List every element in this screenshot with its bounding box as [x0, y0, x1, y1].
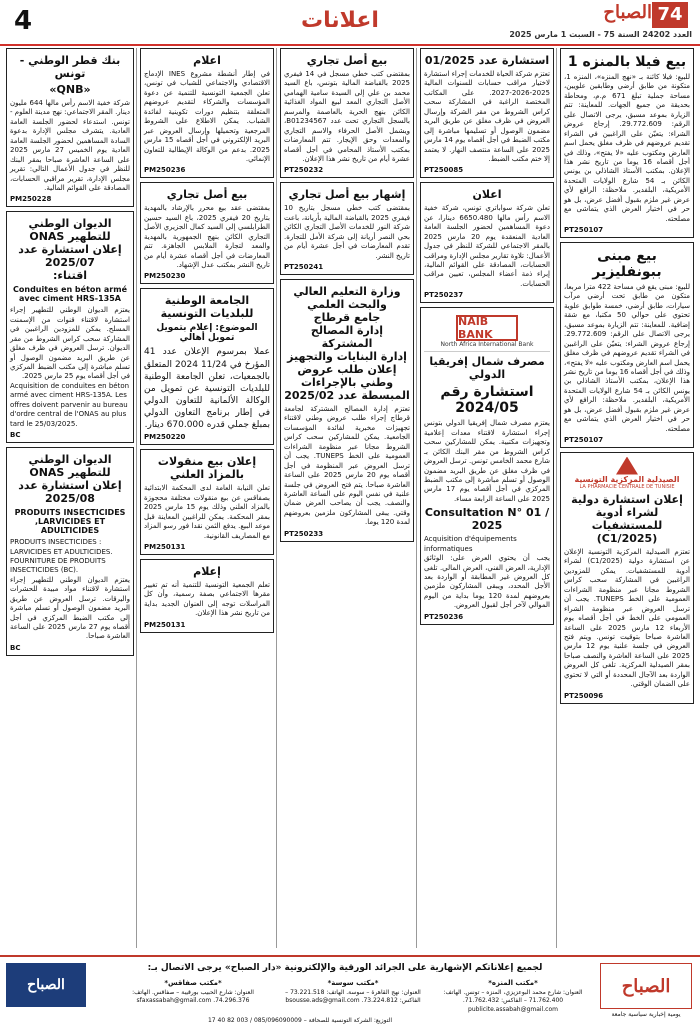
ad-body: بمقتضى كتب خطي مسجل بتاريخ 10 فيفري 2025 بالقباضة المالية بأريانة، باعت شركة النور للخدمات الأصل التجاري الكائن بحي النصر أريانة إلى شركة الأمل للتجارة. تقدم المعارضات في أجل عشرة أيام من تاريخ النشر.: [284, 204, 410, 260]
office-title: *مكتب صفاقس*: [164, 979, 222, 987]
ad-title: إعلان استشارة دولية لشراء أدوية للمستشفيات (2025/C1): [571, 493, 683, 545]
office-title: *مكتب سوسة*: [327, 979, 379, 987]
ad-ref: PT250233: [284, 529, 324, 538]
pharmacy-name: الصيدلية المركزية التونسية: [574, 474, 680, 484]
ad-ref: PT250236: [424, 612, 464, 621]
ad-body-2: يجب أن يحتوي العرض على: الوثائق الإدارية، العرض الفني، العرض المالي. تلغى كل العروض غير المطابقة أو الواردة بعد الأجل المحدد، ويبقى المشاركون ملزمين بعروضهم لمدة 120 يوما بداية من اليوم الموالي لآخر أجل لقبول العروض.: [424, 554, 550, 610]
ad-notice: [140, 559, 274, 633]
ad-body: تعتزم شركة الحياة للخدمات إجراء استشارة لاختيار مراقب حسابات للسنوات المالية 2025-2026-2027. على المكاتب المختصة الراغبة في المشاركة سحب كراس الشروط من مقر الشركة وإرسال العروض في ظرف مغلق عن طريق البريد مضمون الوصول أو تسليمها مباشرة إلى مكتب الضبط في أجل أقصاه يوم 14 مارس 2025 على الساعة منتصف النهار. لا يعتمد إلا ختم مكتب الضبط.: [424, 70, 550, 163]
column-divider: [136, 48, 137, 948]
office-body: العنوان: شارع محمد البوعزيزي، المنزه – تونس. الهاتف: 71.762.400 – الفاكس: 71.762.432. publicite.assabah@gmail.com: [443, 988, 583, 1013]
ad-body: تعلن النيابة العامة لدى المحكمة الابتدائية بصفاقس عن بيع منقولات مختلفة محجوزة بالمزاد العلني وذلك يوم 15 مارس 2025 بمقر المحكمة. يمكن للراغبين المعاينة قبل موعد البيع. يدفع الثمن نقدا فور رسو المزاد مع المصاريف القانونية.: [144, 484, 270, 540]
ad-ines-project: [140, 48, 274, 178]
ad-subtitle: PRODUITS INSECTICIDES ,LARVICIDES ET ADULTICIDES: [14, 508, 126, 536]
ad-subtitle: «QNB»: [49, 83, 91, 96]
ad-ref: PT250241: [284, 263, 324, 271]
footer-tagline: يومية إخبارية سياسية جامعة: [611, 1011, 681, 1018]
ad-ref: PM250220: [144, 433, 186, 442]
page-header: [0, 0, 700, 46]
ad-title: وزارة التعليم العالي والبحث العلمي جامع قرطاج إدارة المصالح المشتركة إدارة البنايات والتجهيز إعلان طلب عروض وطني بالإجراءات المبسطة عدد 2025/02: [284, 285, 410, 402]
ad-ref: PT250232: [284, 166, 324, 175]
ad-title: اعلان: [472, 188, 502, 202]
ad-body: للبيع: مبنى يقع في مساحة 422 مترا مربعا، متكون من طابق تحت أرضي مرآب سيارات، طابق أرضي، خمسة طوابق علوية تحتوي على حوالي 50 مكتبا، مع شقة إضافية. للمعاينة: تتم الزيارة بموعد مسبق، يرجى الاتصال على الرقم: 29.772.609. إرجاع عروض الشراء: يتعيّن على الراغبين في الشراء تقديم عروضهم في ظرف مغلق يحمل اسم العارض ومكتوب عليه «لا يفتح»، وذلك في أجل أقصاه 16 يوما من تاريخ نشر هذا الإعلان، بمكتب الأستاذ الشاذلي بن يونس الكائن بـ 54 شارع الولايات المتحدة الأمريكية، البلفدير. ملاحظة: الرافع لأي عرض غير ملزم بقبول أفضل عرض، بل هو حر في اختيار العرض الذي يتماشى مع مصلحته.: [564, 283, 691, 433]
office-sousse: [278, 979, 428, 1006]
ad-consultation-01: [420, 48, 554, 178]
ad-title: الجامعة الوطنية للبلديات التونسية: [160, 294, 254, 321]
column-5: [6, 48, 134, 948]
ad-municipalities-federation: [140, 288, 274, 445]
ad-title: إشهار بيع أصل تجاري: [288, 188, 406, 202]
ad-title: بنك قطر الوطني - تونس: [19, 54, 121, 80]
ad-ref: PT250096: [564, 691, 604, 700]
ad-title: الديوان الوطني للتطهير ONAS إعلان استشارة عدد 2025/08: [18, 453, 122, 506]
ad-qnb-bank: [6, 48, 134, 207]
page-footer: [0, 955, 700, 1027]
ad-title: استشارة عدد 01/2025: [424, 54, 550, 67]
acquisition-title: Acquisition d'équipements informatiques: [424, 535, 517, 553]
ad-body: عملا بمرسوم الإعلان عدد 41 المؤرخ في 11/24 2024 المتعلق بالجمعيات، تعلن الجامعة الوطنية للبلديات التونسية عن تمويل من الوكالة الألمانية للتعاون الدولي في إطار برنامج التعاون الدولي بمبلغ جملي قدره 670.000 دينار.: [144, 347, 270, 431]
ad-body: يعتزم مصرف شمال إفريقيا الدولي بتونس إجراء استشارة لاقتناء معدات إعلامية وتجهيزات مكتبية. يمكن للمشاركين سحب كراس الشروط من مقر البنك الكائن بـ شارع محمد الخامس تونس. ترسل العروض في ظرف مغلق عن طريق البريد مضمون الوصول أو تسلم مباشرة إلى مكتب الضبط المركزي في أجل أقصاه يوم 17 مارس 2025 على الساعة الرابعة مساء.: [424, 419, 550, 503]
ad-announcement: [420, 182, 554, 303]
ad-naib-bank: [420, 307, 554, 624]
ad-body: تعتزم إدارة المصالح المشتركة لجامعة قرطاج إجراء طلب عروض وطني لاقتناء تجهيزات مخبرية لفائدة المؤسسات الجامعية. يمكن للمشاركين سحب كراس الشروط مجانا عبر منظومة الشراءات العمومية على الخط TUNEPS. يجب أن ترسل العروض عبر المنظومة في أجل أقصاه يوم 20 مارس 2025 على الساعة العاشرة صباحا. يتم فتح العروض في جلسة علنية في نفس اليوم على الساعة العاشرة والنصف. يجب أن يصاحب العرض ضمان وقتي. يبقى المشاركون ملزمين بعروضهم لمدة 120 يوما.: [284, 405, 410, 527]
ad-body: للبيع: فيلا كائنة بـ «نهج المنزه»، المنزه 1، متكونة من طابق أرضي وطابقين علويين، مساحة جملية تبلغ 671 م.م، ومحاطة بحديقة من جميع الجهات. للمعاينة: تتم الزيارة بموعد مسبق، يرجى الاتصال على الرقم: 29.772.609. إرجاع عروض الشراء: يتعيّن على الراغبين في الشراء تقديم عروضهم في ظرف مغلق يحمل اسم العارض ومكتوب عليه «لا يفتح»، وذلك في أجل أقصاه 16 يوما من تاريخ نشر هذا الإعلان. بمكتب الأستاذ الشاذلي بن يونس الكائن بـ 54 شارع الولايات المتحدة الأمريكية، البلفدير. ملاحظة: الرافع لأي عرض غير ملزم بقبول أفضل عرض، بل هو حر في اختيار العرض الذي يتماشى مع مصلحته.: [564, 73, 690, 223]
ad-subtitle: Conduites en béton armé avec ciment HRS-135A: [13, 285, 127, 304]
ad-body: تعلن شركة سواباتري تونس، شركة خفية الاسم رأس مالها 6650.480 دينارا، عن دعوة المساهمين لحضور الجلسة العامة العادية المنعقدة يوم 20 مارس 2025 بالمقر الاجتماعي للشركة للنظر في جدول الأعمال: تلاوة تقارير مجلس الإدارة ومراقب الحسابات، المصادقة على القوائم المالية، إبراء ذمة أعضاء المجلس، تعيين مراقب الحسابات.: [424, 204, 550, 288]
ad-title: اعلام: [193, 54, 221, 67]
logo-text: الصباح: [603, 2, 652, 23]
column-divider: [416, 48, 417, 948]
ad-ref: PM250230: [144, 272, 186, 281]
ad-title: مصرف شمال إفريقيا الدولي: [429, 355, 545, 382]
office-title: *مكتب المنزه*: [488, 979, 538, 987]
ad-university-carthage: [280, 279, 414, 542]
ad-title: بيع فيلا بالمنزه 1: [567, 54, 687, 70]
ad-ref: PM250228: [10, 195, 52, 204]
logo-number: 74: [652, 2, 688, 28]
ad-subtitle: استشارة رقم 2024/05: [440, 384, 534, 417]
newspaper-logo: [572, 2, 692, 28]
ad-pharmacy-consultation: [560, 452, 694, 704]
bank-logo: [424, 311, 550, 352]
ad-body: بمقتضى عقد بيع محرر بالإرشاد بالمهدية بتاريخ 20 فيفري 2025، باع السيد حسين الطرابلسي إلى السيد كمال الجزيري الأصل التجاري الكائن بنهج الجمهورية بالمهدية والمعد لتجارة الملابس الجاهزة. تتم المعارضات في أجل أقصاه عشرة أيام من تاريخ النشر بمكتب عدل الإشهاد.: [144, 204, 270, 269]
ad-body: تعلم الجمعية التونسية للتنمية أنه تم تغيير مقرها الاجتماعي بصفة رسمية، وأن كل المراسلات توجه إلى العنوان الجديد بداية من تاريخ نشر هذا الإعلان.: [144, 581, 270, 618]
ad-body: تعتزم الصيدلية المركزية التونسية الإعلان عن استشارة دولية (2025/C1) لشراء أدوية للمستشفيات. يمكن للمزودين الراغبين في المشاركة سحب كراس الشروط مجانا عبر منظومة الشراءات العمومية على الخط TUNEPS. يجب أن ترسل العروض عبر منظومة الشراء العمومي على الخط في أجل أقصاه يوم الأربعاء 12 مارس 2025 على الساعة العاشرة صباحا بتوقيت تونس. ويتم فتح العروض في جلسة علنية يوم 12 مارس 2025 على الساعة العاشرة والنصف صباحا بمقر الصيدلية المركزية. تلغى كل العروض الواردة بعد الآجال المحددة أو التي لا تحتوي على الضمان الوقتي.: [564, 548, 690, 689]
ad-ref: PT250085: [424, 166, 464, 175]
column-2: [420, 48, 554, 948]
ad-body: في إطار أنشطة مشروع INES الإدماج الاقتصادي والاجتماعي للشباب في تونس، تعلن الجمعية التونسية للتنمية عن دعوة المؤسسات والشركاء لتقديم عروضهم المتعلقة بتنظيم دورات تكوينية لفائدة الشباب. يمكن الاطلاع على الشروط المرجعية وتحميلها وإرسال العروض عبر البريد الإلكتروني في أجل أقصاه 15 مارس 2025. بدعم من الوكالة الإيطالية للتعاون الإنمائي.: [144, 70, 270, 163]
bank-subtitle: North Africa International Bank: [440, 340, 534, 348]
ad-business-sale-2: [280, 182, 414, 275]
section-title: اعلانات: [301, 8, 379, 33]
footer-distribution: التوزيع: الشركة التونسية للصحافة – 085/096090009 / 003 82 40 17: [207, 1017, 393, 1024]
ad-title: إعلام: [193, 565, 221, 579]
office-body: العنوان: شارع الحبيب بورقيبة – صفاقس. الهاتف: 74.296.376. sfaxassabah@gmail.com: [132, 988, 254, 1005]
consultation-number: Consultation N° 01 / 2025: [424, 506, 550, 533]
ad-business-sale-1: [280, 48, 414, 178]
ad-subtitle: الموضوع: إعلام بتمويل تمويل أهالي: [156, 323, 258, 344]
ad-onas-consultation-07: [6, 211, 134, 443]
ad-body: يعتزم الديوان الوطني للتطهير إجراء استشارة لاقتناء قنوات من الإسمنت المسلح. يمكن للمزودين الراغبين في المشاركة سحب كراس الشروط من مقر الديوان. ترسل العروض في ظرف مغلق عن طريق البريد مضمون الوصول أو تسلم مباشرة إلى مكتب الضبط المركزي في أجل أقصاه يوم 25 مارس 2025.: [10, 306, 130, 381]
ad-ref: PM250236: [144, 166, 186, 175]
ad-business-sale-mahdia: [140, 182, 274, 284]
ad-auction: [140, 449, 274, 555]
pharmacy-subtitle: LA PHARMACIE CENTRALE DE TUNISIE: [579, 483, 675, 490]
ad-ref: PT250107: [564, 436, 604, 444]
ad-onas-consultation-08: [6, 447, 134, 656]
ad-title: الديوان الوطني للتطهير ONAS إعلان استشارة عدد 2025/07 اقتناء:: [18, 217, 122, 283]
ad-ref: PT250237: [424, 291, 464, 300]
footer-headline: لجميع إعلاناتكم الإشهارية على الجرائد الورقية والإلكترونية «دار الصباح» يرجى الاتصال بـ:: [147, 963, 543, 973]
column-divider: [556, 48, 557, 948]
column-3: [280, 48, 414, 948]
ad-title: بيع مبنى ببونفليزير: [592, 248, 662, 280]
column-1: [560, 48, 694, 948]
pharmacy-logo: [564, 456, 690, 490]
ad-body-fr: PRODUITS INSECTICIDES : LARVICIDES ET ADULTICIDES. FOURNITURE DE PRODUITS INSECTICIDES (BC).: [10, 538, 113, 575]
ad-building-belvedere: [560, 242, 694, 448]
ad-body: بمقتضى كتب خطي مسجل في 14 فيفري 2025 بالقباضة المالية بتونس، باع السيد محمد بن علي إلى السيدة سامية الهمامي الأصل التجاري المعد لبيع المواد الغذائية الكائن بنهج الحرية بالعاصمة والمرسم بالسجل التجاري تحت عدد B01234567، ويشمل الأصل الحرفاء والاسم التجاري والمعدات وحق الإيجار. تتم المعارضات بمكتب الأستاذ المحامي في أجل أقصاه عشرة أيام من تاريخ نشر هذا الإعلان.: [284, 70, 410, 163]
ad-ref: PM250131: [144, 543, 186, 552]
pharmacy-emblem-icon: [616, 457, 638, 475]
ad-body: يعتزم الديوان الوطني للتطهير إجراء استشارة لاقتناء مواد مبيدة للحشرات واليرقات. ترسل العروض عن طريق البريد مضمون الوصول أو تسلم مباشرة إلى مكتب الضبط المركزي في أجل أقصاه يوم 27 مارس 2025 على الساعة العاشرة صباحا.: [10, 575, 130, 641]
office-body: العنوان: نهج القاهرة – سوسة. الهاتف: 73.221.518 – الفاكس: 73.224.812. bsousse.ads@gmail.com: [285, 988, 421, 1005]
footer-logo: الصباح: [600, 963, 692, 1009]
page-number: 4: [14, 6, 33, 36]
ad-title: بيع أصل تجاري: [306, 54, 388, 67]
ad-ref: PT250107: [564, 226, 604, 234]
ad-villa-menzah: [560, 48, 694, 238]
column-4: [140, 48, 274, 948]
footer-left-logo: الصباح: [6, 963, 86, 1007]
column-divider: [276, 48, 277, 948]
issue-line: العدد 24202 السنة 75 - السبت 1 مارس 2025: [509, 30, 692, 39]
office-menzah: [438, 979, 588, 1014]
ad-ref: BC: [10, 431, 21, 440]
ad-body: شركة خفية الاسم رأس مالها 644 مليون دينار. المقر الاجتماعي: نهج مدينة العلوم - تونس. استدعاء لحضور الجلسة العامة العادية. يتشرف مجلس الإدارة بدعوة السادة المساهمين لحضور الجلسة العامة العادية يوم الخميس 27 مارس 2025 على الساعة العاشرة صباحا بمقر البنك للنظر في جدول الأعمال التالي: تقرير مجلس الإدارة، تقرير مراقبي الحسابات، المصادقة على القوائم المالية.: [10, 99, 130, 192]
office-sfax: [118, 979, 268, 1006]
ad-ref: BC: [10, 643, 21, 652]
naib-bank-logo: NAIB BANK: [456, 315, 518, 341]
ad-title: إعلان بيع منقولات بالمزاد العلني: [157, 455, 257, 482]
ad-body-fr: Acquisition de conduites en béton armé avec ciment HRS-135A. Les offres doivent parvenir au bureau d'ordre central de l'ONAS au plus tard le 25/03/2025.: [10, 381, 130, 428]
ad-ref: PM250131: [144, 620, 186, 629]
ad-title: بيع أصل تجاري: [166, 188, 248, 202]
